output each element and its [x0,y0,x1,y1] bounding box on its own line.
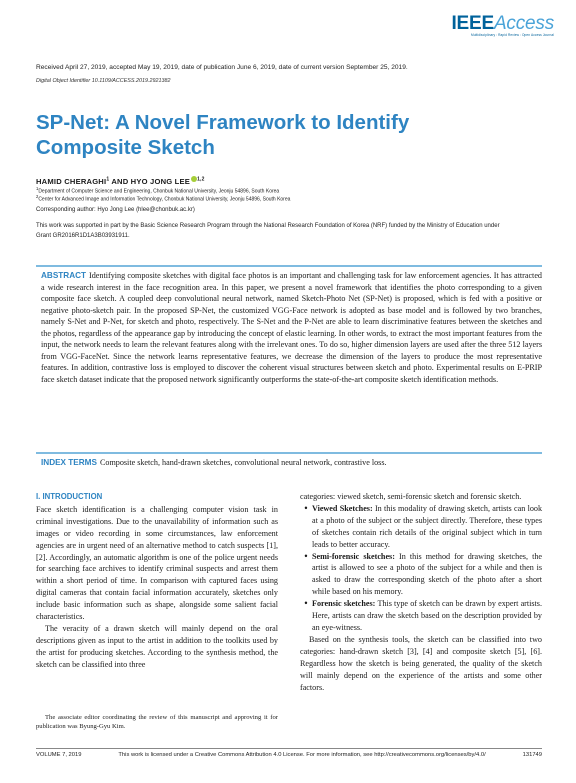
affiliation-2: $^2$Center for Advanced Image and Information Technology, Chonbuk National University, Jeonju 54896, South Korea [36,194,291,203]
bullet-icon: • [304,502,308,513]
index-terms [36,452,542,469]
right-column [300,491,542,693]
bullet-icon: • [304,598,308,609]
bullet-icon: • [304,550,308,561]
left-column [36,491,278,671]
page-footer [36,748,542,758]
footer-license[interactable]: This work is licensed under a Creative Commons Attribution 4.0 License. For more information, see http://creativecommons.org/licenses/by/4.0/ [118,752,486,758]
intro-paragraph-1: Face sketch identification is a challenging computer vision task in criminal investigations. Due to the unavailability of information such as images or video recording in some circumstances, law enforcement agencies are in urgent need of an alternative method to catch suspects [1], [2]. Accordingly, an automatic algorithm is one of the police urgent needs for searching face archives to identify criminal suspects and arrest them within a short period of time. In comparison with captured faces using digital cameras that contain facial information accurately, sketches only include basic information such as shape, alongside some salient facial characteristics. [36,504,278,622]
author-2: AND HYO JONG LEE [109,177,191,186]
list-item: • Semi-forensic sketches: In this method for drawing sketches, the artist is allowed to see a photo of the subject for a while and then is asked to draw the corresponding sketch of the photo after a short while based on his memory. [300,551,542,599]
section-heading-introduction: I. INTRODUCTION [36,492,103,501]
abstract-heading: ABSTRACT [41,271,87,280]
logo-ieee: IEEE [451,13,494,34]
abstract [36,265,542,385]
abstract-text: Identifying composite sketches with digital face photos is an important and challenging task for law enforcement agencies. It has attracted a wide research interest in the face recognition area. In this paper, we present a novel framework that identifies the photo corresponding to a given composite face sketch. A coupled deep convolutional neural network, named Sketch-Photo Net (SP-Net) is proposed, which is fed with a positive or negative photo-sketch pair. In the proposed SP-Net, the customized VGG-Face network is adopted as base model and is followed by two branches, namely S-Net and P-Net, for sketch and photo, respectively. The S-Net and the P-Net are able to learn discriminative features between the sketches and the photos, regardless of the appearance gap by introducing the concept of elastic learning. In other words, to extract the most important features from the input, the network needs to learn the relevant features along with the irrelevant ones. To do so, higher dimension layers are used after the three 512 layers from VGG-FaceNet. Since the network learns representative features, we decrease the dimension of the layers to produce the most representative features. In addition, contrastive loss is employed to discover the coherent visual structures between sketch and photo. Experimental results on E-PRIP face sketch dataset indicate that the proposed network significantly outperforms the state-of-the-art composite sketch identification methods. [41,271,542,384]
list-item: • Viewed Sketches: In this modality of drawing sketch, artists can look at a photo of the subject or the subject directly. Therefore, these types of sketches contain rich details of the original subject which in turn leads to better accuracy. [300,503,542,551]
corresponding-author: Corresponding author: Hyo Jong Lee (hlee@chonbuk.ac.kr) [36,207,195,213]
paper-title: SP-Net: A Novel Framework to Identify Composite Sketch [36,111,410,159]
index-terms-text: Composite sketch, hand-drawn sketches, convolutional neural network, contrastive loss. [99,458,387,467]
logo-tagline: Multidisciplinary : Rapid Review : Open Access Journal [471,33,554,37]
intro-paragraph-3: categories: viewed sketch, semi-forensic sketch and forensic sketch. [300,492,522,501]
index-terms-heading: INDEX TERMS [41,458,97,467]
list-item: • Forensic sketches: This type of sketch can be drawn by expert artists. Here, artists can draw the sketch based on the description provided by an eye-witness. [300,598,542,634]
doi: Digital Object Identifier 10.1109/ACCESS.2019.2921382 [36,78,171,84]
author-list: HAMID CHERAGHI$^1$ AND HYO JONG LEE $^{1,2}$ [36,176,205,186]
footer-volume: VOLUME 7, 2019 [36,752,82,758]
publication-dates: Received April 27, 2019, accepted May 19, 2019, date of publication June 6, 2019, date of current version September 25, 2019. [36,64,408,71]
footer-page-number: 131749 [522,752,542,758]
editor-footnote: The associate editor coordinating the review of this manuscript and approving it for publication was Byung-Gyu Kim. [36,714,278,730]
intro-paragraph-4: Based on the synthesis tools, the sketch can be classified into two categories: hand-drawn sketch [3], [4] and composite sketch [5], [6]. Regardless how the sketch is being generated, the quality of the sketch will mainly depend on the experience of the artists and some other factors. [300,634,542,692]
funding-note: This work was supported in part by the Basic Science Research Program through the National Research Foundation of Korea (NRF) funded by the Ministry of Education under Grant GR2016R1D1A3B03931911. [36,223,500,239]
intro-paragraph-2: The veracity of a drawn sketch will mainly depend on the oral descriptions given as input to the artist in addition to the toolkits used by the artist for producing sketches. According to the synthesis method, the sketch can be classified into three [36,623,278,669]
ieee-access-logo [451,13,554,37]
logo-access: Access [493,13,554,34]
affiliation-1: $^1$Department of Computer Science and Engineering, Chonbuk National University, Jeonju 54896, South Korea [36,186,280,195]
author-1: HAMID CHERAGHI [36,177,107,186]
